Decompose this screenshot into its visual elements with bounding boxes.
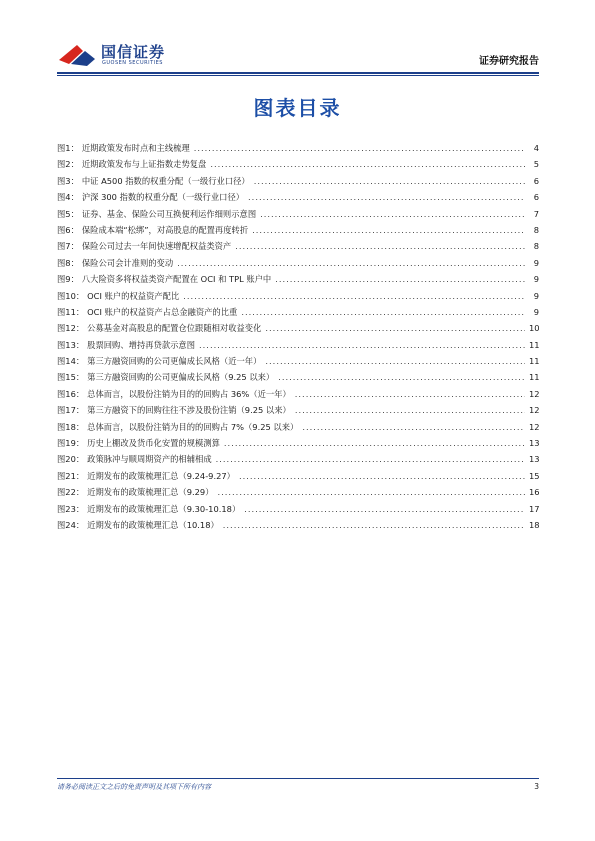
toc-entry-page: 18	[529, 519, 540, 530]
toc-entry-title: 保险公司过去一年间快速增配权益类资产	[81, 241, 232, 252]
toc-entry-page: 17	[529, 503, 540, 514]
toc-entry-title: 第三方融资回购的公司更偏成长风格（9.25 以来）	[87, 372, 275, 383]
header-divider-thin	[57, 75, 539, 76]
toc-entry[interactable]	[57, 369, 539, 385]
toc-entry-page: 9	[533, 306, 539, 317]
toc-entry-label: 图13：	[57, 339, 85, 350]
toc-entry-page: 13	[529, 454, 540, 465]
toc-entry-label: 图23：	[57, 503, 85, 514]
footer-divider	[57, 778, 539, 779]
toc-entry-page: 15	[529, 470, 540, 481]
toc-entry[interactable]	[57, 451, 539, 467]
toc-entry[interactable]	[57, 484, 539, 500]
toc-entry[interactable]	[57, 189, 539, 205]
toc-leader-dots	[295, 386, 525, 402]
toc-entry-page: 4	[533, 143, 539, 153]
toc-entry-page: 7	[533, 208, 539, 219]
toc-leader-dots	[302, 419, 525, 435]
toc-leader-dots	[194, 140, 525, 156]
toc-entry[interactable]	[57, 402, 539, 418]
toc-entry-label: 图8：	[57, 257, 79, 268]
toc-entry-label: 图21：	[57, 470, 85, 481]
toc-entry-title: 近期发布的政策梳理汇总（9.30-10.18）	[87, 503, 241, 514]
figure-index-list	[57, 140, 539, 533]
toc-entry-label: 图9：	[57, 274, 79, 285]
toc-entry-label: 图20：	[57, 454, 85, 465]
toc-leader-dots	[241, 304, 525, 320]
toc-entry-label: 图10：	[57, 290, 85, 301]
toc-entry-title: 公募基金对高股息的配置仓位跟随相对收益变化	[87, 323, 262, 334]
toc-entry-label: 图17：	[57, 405, 85, 416]
toc-leader-dots	[278, 369, 525, 385]
toc-entry-label: 图5：	[57, 208, 79, 219]
toc-leader-dots	[210, 156, 525, 172]
toc-entry-label: 图7：	[57, 241, 79, 252]
toc-entry[interactable]	[57, 140, 539, 156]
toc-leader-dots	[224, 435, 525, 451]
logo-mark-icon	[57, 42, 97, 68]
toc-entry-label: 图24：	[57, 519, 85, 530]
toc-entry-page: 8	[533, 224, 539, 235]
toc-leader-dots	[252, 222, 525, 238]
toc-leader-dots	[199, 337, 525, 353]
toc-entry[interactable]	[57, 468, 539, 484]
toc-leader-dots	[218, 484, 526, 500]
toc-entry-title: 总体而言，以股份注销为目的的回购占 7%（9.25 以来）	[87, 421, 299, 432]
toc-entry[interactable]	[57, 337, 539, 353]
toc-entry-title: 近期发布的政策梳理汇总（9.29）	[87, 487, 214, 498]
toc-entry-title: 八大险资多将权益类资产配置在 OCI 和 TPL 账户中	[81, 274, 272, 285]
page-title: 图表目录	[253, 96, 342, 120]
toc-entry-title: 沪深 300 指数的权重分配（一级行业口径）	[81, 192, 245, 203]
toc-entry-label: 图3：	[57, 175, 79, 186]
toc-entry-label: 图6：	[57, 224, 79, 235]
toc-leader-dots	[244, 501, 525, 517]
toc-entry[interactable]	[57, 517, 539, 533]
toc-leader-dots	[260, 206, 525, 222]
toc-entry-title: 总体而言，以股份注销为目的的回购占 36%（近一年）	[87, 388, 291, 399]
toc-entry-label: 图19：	[57, 438, 85, 449]
toc-entry-title: 保险成本端“松绑”，对高股息的配置再度转折	[81, 224, 249, 235]
toc-entry-page: 6	[533, 175, 539, 186]
toc-entry[interactable]	[57, 238, 539, 254]
toc-entry-label: 图15：	[57, 372, 85, 383]
toc-entry-label: 图22：	[57, 487, 85, 498]
toc-entry-title: 近期发布的政策梳理汇总（10.18）	[87, 519, 219, 530]
page-number: 3	[534, 782, 539, 791]
toc-entry[interactable]	[57, 501, 539, 517]
toc-entry-label: 图2：	[57, 159, 79, 170]
toc-leader-dots	[216, 451, 525, 467]
toc-leader-dots	[254, 173, 525, 189]
toc-entry-page: 16	[529, 487, 540, 498]
toc-leader-dots	[183, 288, 525, 304]
toc-entry[interactable]	[57, 304, 539, 320]
toc-entry-label: 图16：	[57, 388, 85, 399]
toc-entry-page: 12	[529, 421, 540, 432]
toc-entry-title: 历史上棚改及货币化安置的规模测算	[87, 438, 220, 449]
toc-entry-label: 图12：	[57, 323, 85, 334]
toc-entry-page: 11	[529, 372, 540, 383]
toc-entry-label: 图18：	[57, 421, 85, 432]
toc-entry-title: 第三方融资回购的公司更偏成长风格（近一年）	[87, 356, 262, 367]
toc-entry-page: 13	[529, 438, 540, 449]
toc-entry-title: 政策脉冲与顺周期资产的相辅相成	[87, 454, 212, 465]
toc-entry-page: 10	[529, 323, 540, 334]
toc-leader-dots	[265, 353, 525, 369]
toc-entry-page: 12	[529, 405, 540, 416]
toc-entry-page: 11	[529, 339, 540, 350]
toc-entry-title: OCI 账户的权益资产占总金融资产的比重	[87, 306, 238, 317]
toc-entry-page: 6	[533, 192, 539, 203]
toc-leader-dots	[295, 402, 525, 418]
toc-entry-page: 9	[533, 257, 539, 268]
toc-entry[interactable]	[57, 320, 539, 336]
logo-chinese-name: 国信证券	[101, 43, 166, 61]
footer-disclaimer: 请务必阅读正文之后的免责声明及其项下所有内容	[57, 783, 211, 791]
toc-entry-label: 图14：	[57, 356, 85, 367]
toc-entry-page: 9	[533, 290, 539, 301]
toc-entry-page: 11	[529, 356, 540, 367]
toc-entry[interactable]	[57, 156, 539, 172]
toc-entry-title: 证券、基金、保险公司互换便利运作细则示意图	[81, 208, 257, 219]
report-type-label: 证券研究报告	[479, 56, 539, 67]
company-logo	[57, 40, 187, 72]
toc-entry-title: 股票回购、增持再贷款示意图	[87, 339, 196, 350]
toc-entry-title: 第三方融资下的回购往往不涉及股份注销（9.25 以来）	[87, 405, 291, 416]
toc-entry-title: OCI 账户的权益资产配比	[87, 290, 180, 301]
toc-entry-title: 保险公司会计准则的变动	[81, 257, 174, 268]
toc-leader-dots	[275, 271, 525, 287]
toc-entry[interactable]	[57, 206, 539, 222]
toc-entry-page: 8	[533, 241, 539, 252]
toc-entry-label: 图1：	[57, 143, 79, 153]
toc-leader-dots	[248, 189, 525, 205]
toc-entry-title: 中证 A500 指数的权重分配（一级行业口径）	[81, 175, 250, 186]
toc-entry-title: 近期发布的政策梳理汇总（9.24-9.27）	[87, 470, 235, 481]
toc-leader-dots	[223, 517, 525, 533]
toc-entry[interactable]	[57, 288, 539, 304]
toc-entry[interactable]	[57, 435, 539, 451]
toc-leader-dots	[235, 238, 525, 254]
logo-english-name: GUOSEN SECURITIES	[102, 60, 163, 66]
toc-entry-label: 图4：	[57, 192, 79, 203]
toc-entry[interactable]	[57, 173, 539, 189]
toc-leader-dots	[239, 468, 525, 484]
toc-entry[interactable]	[57, 419, 539, 435]
toc-entry[interactable]	[57, 255, 539, 271]
header-divider	[57, 72, 539, 74]
toc-entry-title: 近期政策发布时点和主线梳理	[81, 143, 190, 153]
page-header	[57, 40, 539, 74]
toc-entry-page: 12	[529, 388, 540, 399]
toc-leader-dots	[177, 255, 525, 271]
toc-leader-dots	[265, 320, 525, 336]
toc-entry-label: 图11：	[57, 306, 85, 317]
toc-entry[interactable]	[57, 386, 539, 402]
toc-entry-page: 9	[533, 274, 539, 285]
toc-entry-page: 5	[533, 159, 539, 170]
toc-entry[interactable]	[57, 271, 539, 287]
toc-entry[interactable]	[57, 353, 539, 369]
toc-entry[interactable]	[57, 222, 539, 238]
toc-entry-title: 近期政策发布与上证指数走势复盘	[81, 159, 207, 170]
